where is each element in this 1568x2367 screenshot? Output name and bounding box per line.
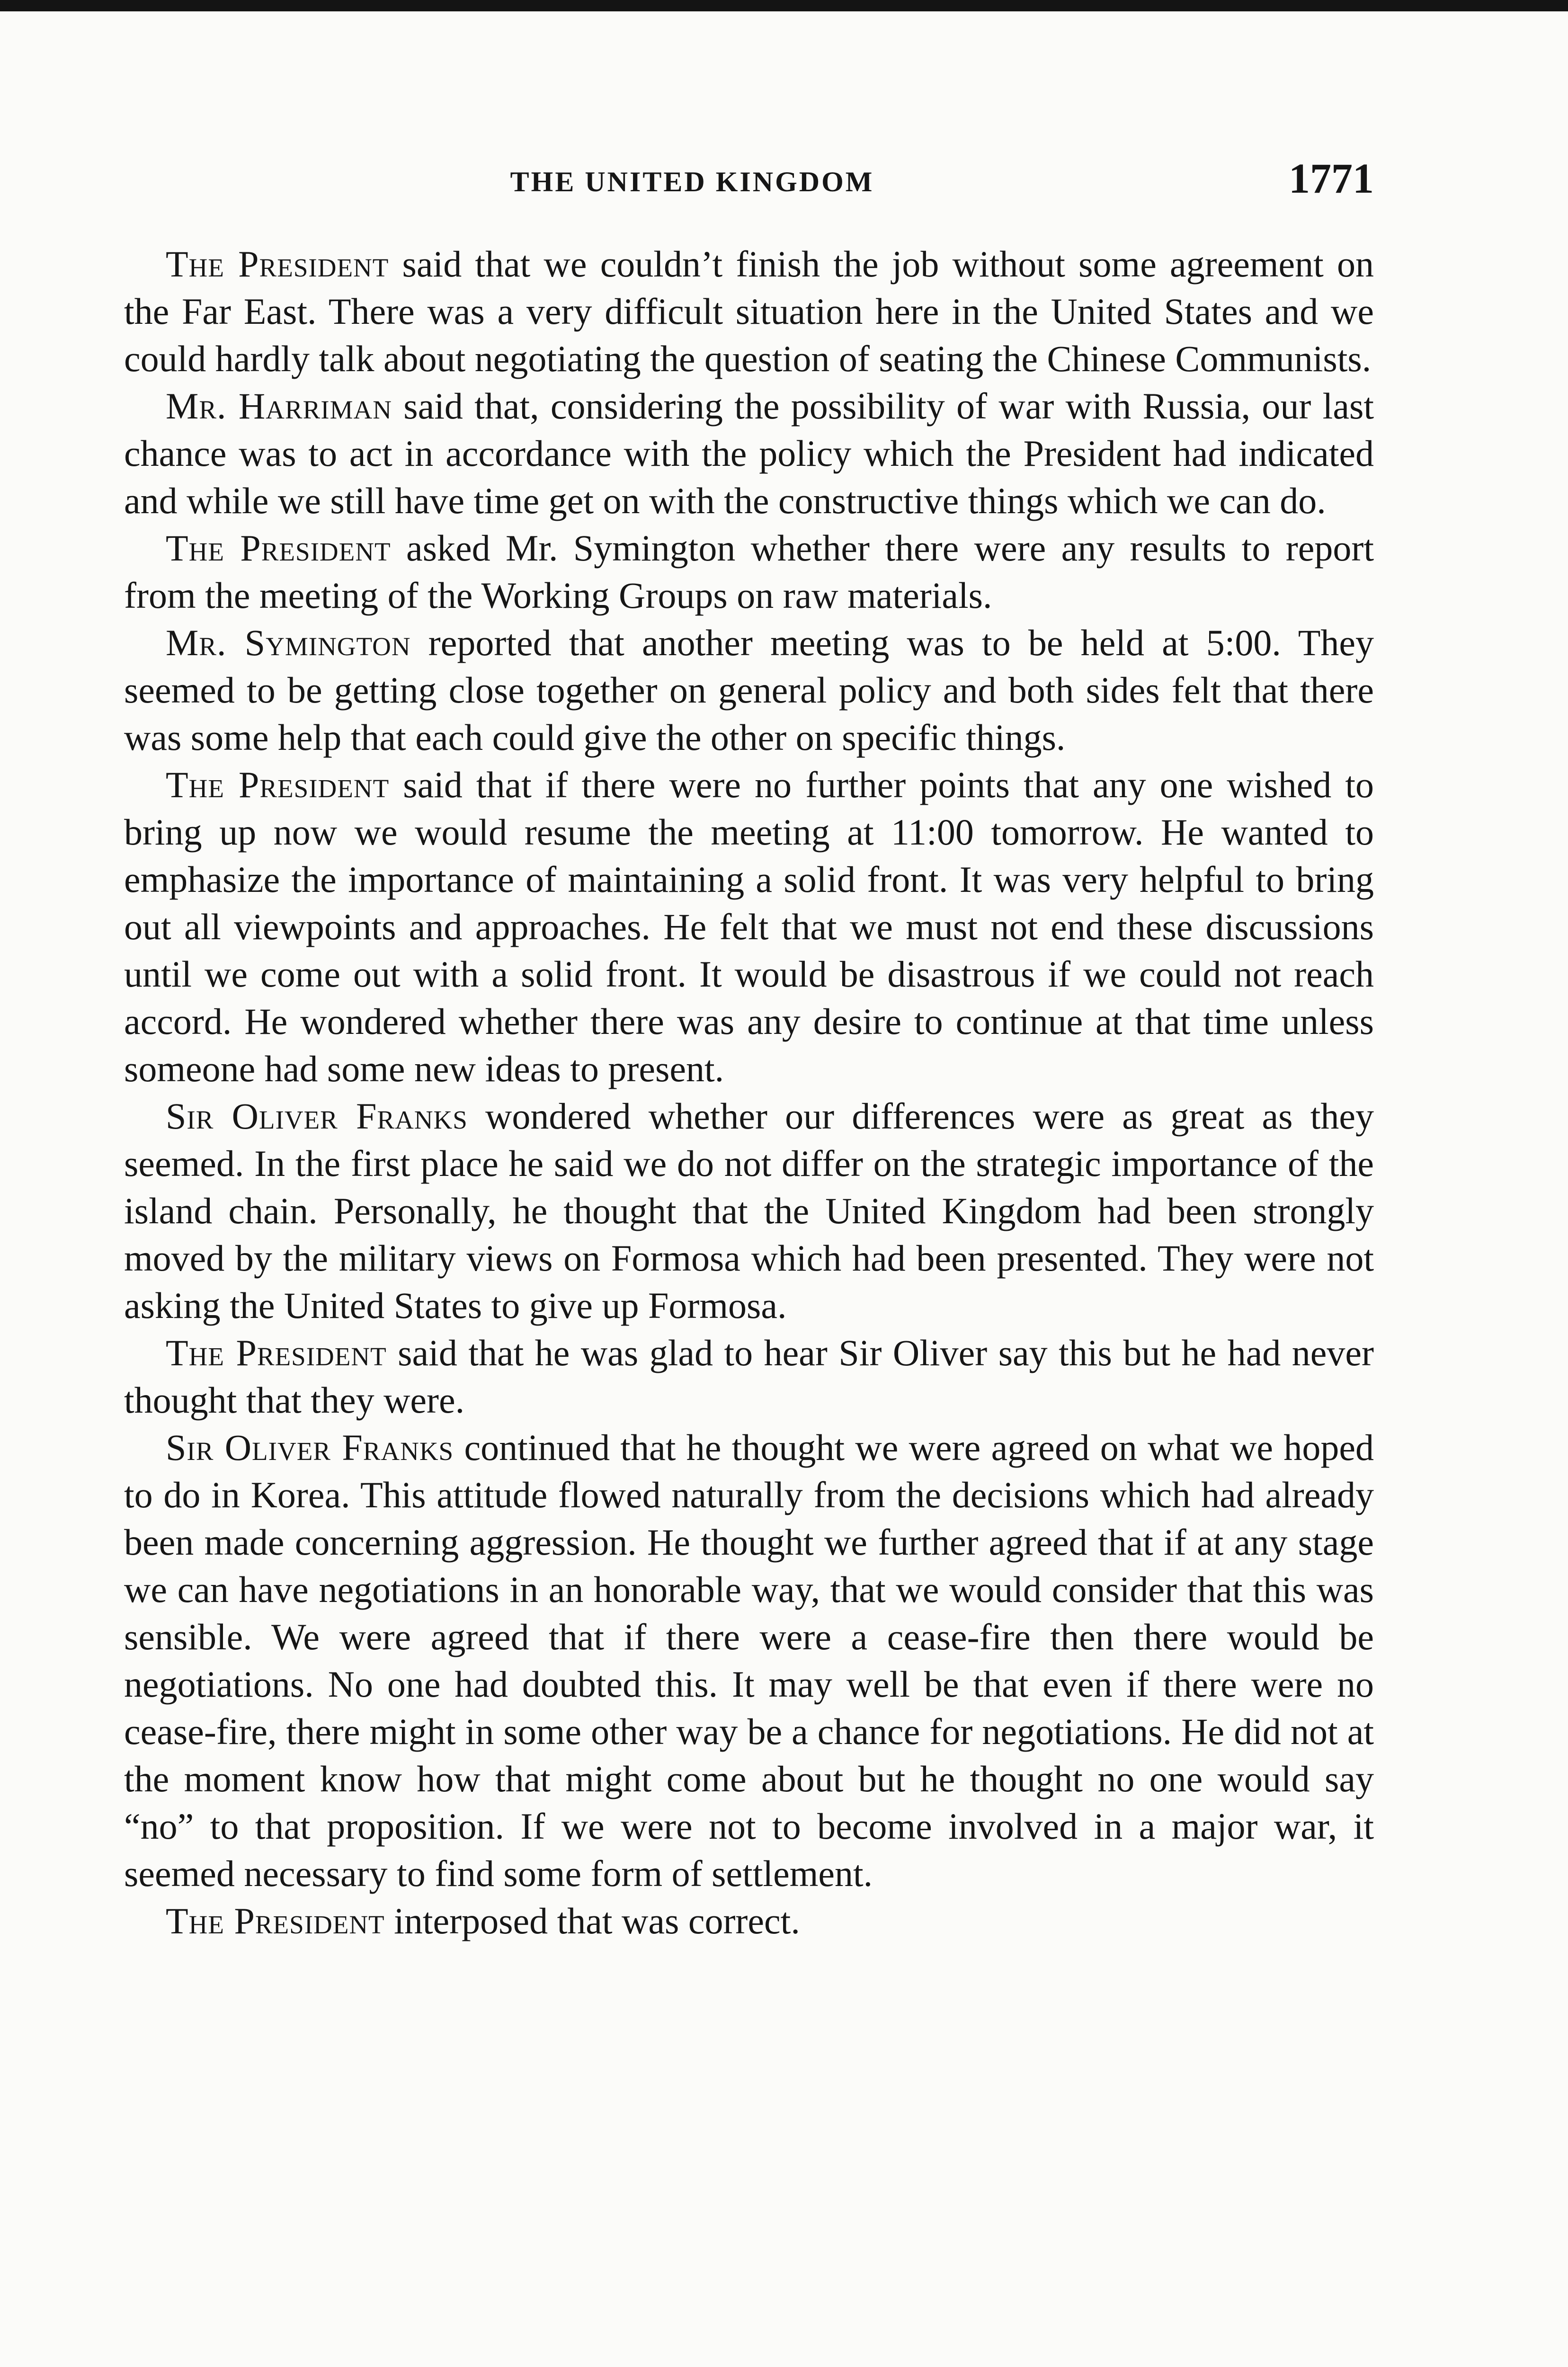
speaker-name: The President [166, 527, 391, 569]
speaker-name: The President [166, 1332, 387, 1373]
paragraph-text: said that if there were no further points that any one wished to bring up now we would resume the meeting at 11:00 tomorrow. He wanted to emphasize the importance of maintaining a solid front. It was very helpful to bring out all viewpoints and approaches. He felt that we must not end these discussions until we come out with a solid front. It would be disastrous if we could not reach accord. He wondered whether there was any desire to continue at that time unless someone had some new ideas to present. [124, 764, 1374, 1089]
speaker-name: Sir Oliver Franks [166, 1095, 468, 1137]
top-edge-rule [0, 0, 1568, 11]
paragraph-text: continued that he thought we were agreed on what we hoped to do in Korea. This attitude flowed naturally from the decisions which had already been made concerning aggression. He thought we further agreed that if at any stage we can have negotiations in an honorable way, that we would consider that this was sensible. We were agreed that if there were a cease-fire then there would be negotiations. No one had doubted this. It may well be that even if there were no cease-fire, there might in some other way be a chance for negotiations. He did not at the moment know how that might come about but he thought no one would say “no” to that proposition. If we were not to become involved in a major war, it seemed necessary to find some form of settlement. [124, 1427, 1374, 1894]
speaker-name: The President [166, 1900, 385, 1941]
body-text [124, 240, 1374, 1945]
speaker-name: The President [166, 764, 390, 805]
speaker-name: Sir Oliver Franks [166, 1427, 454, 1468]
paragraph-5 [124, 761, 1374, 1093]
paragraph-text: said that he was glad to hear Sir Oliver say this but he had never thought that they were. [124, 1332, 1374, 1421]
paragraph-6 [124, 1093, 1374, 1329]
paragraph-text: interposed that was correct. [384, 1900, 800, 1941]
paragraph-9 [124, 1897, 1374, 1945]
paragraph-text: asked Mr. Symington whether there were any results to report from the meeting of the Working Groups on raw materials. [124, 527, 1374, 616]
speaker-name: Mr. Symington [166, 622, 411, 663]
running-head: THE UNITED KINGDOM [510, 166, 874, 197]
speaker-name: Mr. Harriman [166, 385, 392, 427]
paragraph-1 [124, 240, 1374, 383]
paragraph-8 [124, 1424, 1374, 1897]
document-page [124, 147, 1374, 1945]
paragraph-4 [124, 619, 1374, 761]
speaker-name: The President [166, 243, 389, 285]
paragraph-2 [124, 383, 1374, 525]
paragraph-text: wondered whether our differences were as great as they seemed. In the first place he said we do not differ on the strategic importance of the island chain. Personally, he thought that the United Kingdom had been strongly moved by the military views on Formosa which had been presented. They were not asking the United States to give up Formosa. [124, 1095, 1374, 1326]
paragraph-text: said that we couldn’t finish the job without some agreement on the Far East. There was a very difficult situation here in the United States and we could hardly talk about negotiating the question of seating the Chinese Communists. [124, 243, 1374, 379]
page-header [124, 147, 1374, 204]
paragraph-3 [124, 525, 1374, 619]
paragraph-7 [124, 1329, 1374, 1424]
paragraph-text: reported that another meeting was to be held at 5:00. They seemed to be getting close together on general policy and both sides felt that there was some help that each could give the other on specific things. [124, 622, 1374, 758]
page-number: 1771 [1289, 155, 1374, 202]
paragraph-text: said that, considering the possibility of war with Russia, our last chance was to act in accordance with the policy which the President had indicated and while we still have time get on with the constructive things which we can do. [124, 385, 1374, 521]
